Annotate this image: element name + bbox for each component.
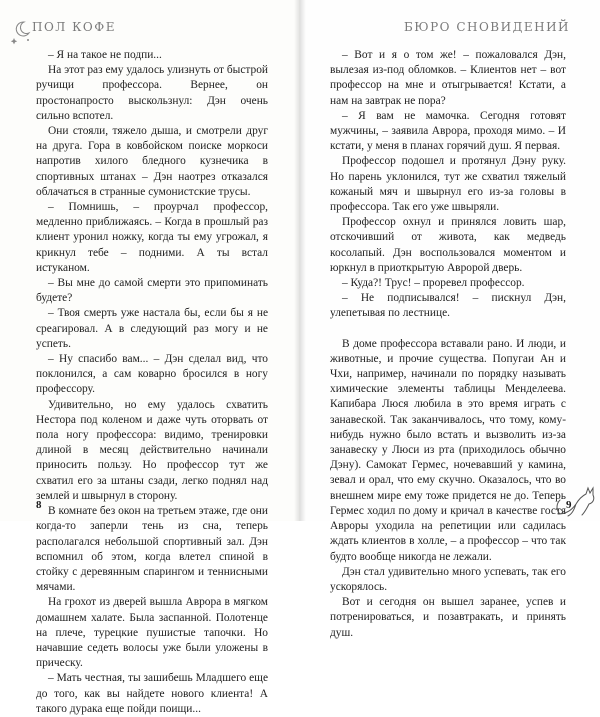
left-page (0, 0, 300, 715)
paragraph: Вот и сегодня он вышел заранее, успев и потренироваться, и позавтракать, и принять душ. (330, 596, 566, 639)
running-head: ПОЛ КОФЕ (32, 20, 116, 34)
moon-stars-icon (10, 18, 32, 46)
book-gutter (294, 0, 306, 521)
cat-icon (552, 470, 600, 520)
page-number: 8 (36, 499, 42, 511)
paragraph: Удивительно, но ему удалось схватить Нестора под коленом и даже чуть оторвать от пола ногу профессора: видимо, тренировки длиной в месяц действительно начинали приносить пользу. Но профессор тут же схватил его за штаны сзади, легко поднял над землей и швырнул в сторону. (36, 398, 268, 502)
paragraph: На грохот из дверей вышла Аврора в мягком домашнем халате. Была заспанной. Полотенце на плече, турецкие пушистые тапочки. Но начавшие седеть волосы уже были уложены в прическу. (36, 596, 268, 670)
right-page (300, 0, 600, 639)
paragraph: – Твоя смерть уже настала бы, если бы я не среагировал. А в следующий раз могу и не успеть. (36, 307, 268, 350)
body-text (36, 48, 268, 717)
body-text (330, 48, 566, 641)
paragraph: Профессор подошел и протянул Дэну руку. Но парень уклонился, тут же схватил тяжелый кожаный мяч и швырнул его из-за головы в профессора. Так его уже швыряли. (330, 155, 566, 214)
paragraph: Они стояли, тяжело дыша, и смотрели друг на друга. Гора в ковбойском поиске моркоси напротив хилого бледного кузнечика в спортивных штанах – Дэн наотрез отказался облачаться в странные сумонистские трусы. (36, 125, 268, 198)
paragraph: – Я на такое не подпи... (48, 49, 162, 61)
paragraph: – Не подписывался! – пискнул Дэн, улепетывая по лестнице. (330, 292, 566, 320)
paragraph: – Вот и я о том же! – пожаловался Дэн, вылезая из-под обломков. – Клиентов нет – вот профессор на мне и отыгрывается! Кстати, а нам на завтрак не пора? (330, 49, 566, 107)
running-head: БЮРО СНОВИДЕНИЙ (403, 20, 570, 34)
paragraph: – Я вам не мамочка. Сегодня готовят мужчины, – заявила Аврора, проходя мимо. – И кстати, у меня в планах горячий душ. Я первая. (330, 109, 566, 153)
paragraph: Профессор охнул и принялся ловить шар, отскочивший от живота, как медведь косолапый. Дэн воспользовался моментом и юркнул в приоткрытую Авророй дверь. (330, 216, 566, 274)
paragraph: В комнате без окон на третьем этаже, где они когда-то заперли тень из сна, теперь располагался небольшой спортивный зал. Дэн вспомнил об этом, когда влетел спиной в стойку с деревянным спарингом и теннисными мячами. (36, 505, 268, 594)
paragraph: На этот раз ему удалось улизнуть от быстрой ручищи профессора. Вернее, он простонапросто выскользнул: Дэн очень сильно вспотел. (36, 64, 268, 122)
paragraph: – Ну спасибо вам... – Дэн сделал вид, что поклонился, а сам коварно бросился в ногу профессору. (36, 353, 268, 396)
paragraph: В доме профессора вставали рано. И люди, и животные, и прочие существа. Попугаи Ан и Чхи, например, начинали по порядку называть химические элементы таблицы Менделеева. Капибара Люся любила в это время играть с занавеской. Так заканчивалось, что тому, кому-нибудь нужно было встать и вызволить из-за занавеску у Люси из рта (приходилось обычно Дэну). Самокат Гермес, ночевавший у камина, зевал и орал, что ему скучно. Оказалось, что во внешнем мире ему тоже придется не до. Теперь Гермес ходил по дому и кричал в качестве гостя Авроры уходила на репетиции или садилась ждать клиентов в холле, – а профессор – что так будто вообще никогда не лежали. (330, 337, 566, 563)
paragraph: – Вы мне до самой смерти это припоминать будете? (36, 277, 268, 305)
paragraph: – Куда?! Трус! – проревел профессор. (342, 277, 525, 290)
page-number: 9 (566, 499, 572, 511)
paragraph: – Помнишь, – проурчал профессор, медленно приближаясь. – Когда в прошлый раз клиент уронил ножку, когда ты ему угрожал, я крикнул тебе – подними. А ты встал истуканом. (36, 201, 268, 274)
paragraph: – Мать честная, ты зашибешь Младшего еще до того, как вы найдете нового клиента! А такого дурака еще пойди поищи... (36, 672, 268, 715)
paragraph: Дэн стал удивительно много успевать, так его ускорялось. (330, 565, 566, 593)
